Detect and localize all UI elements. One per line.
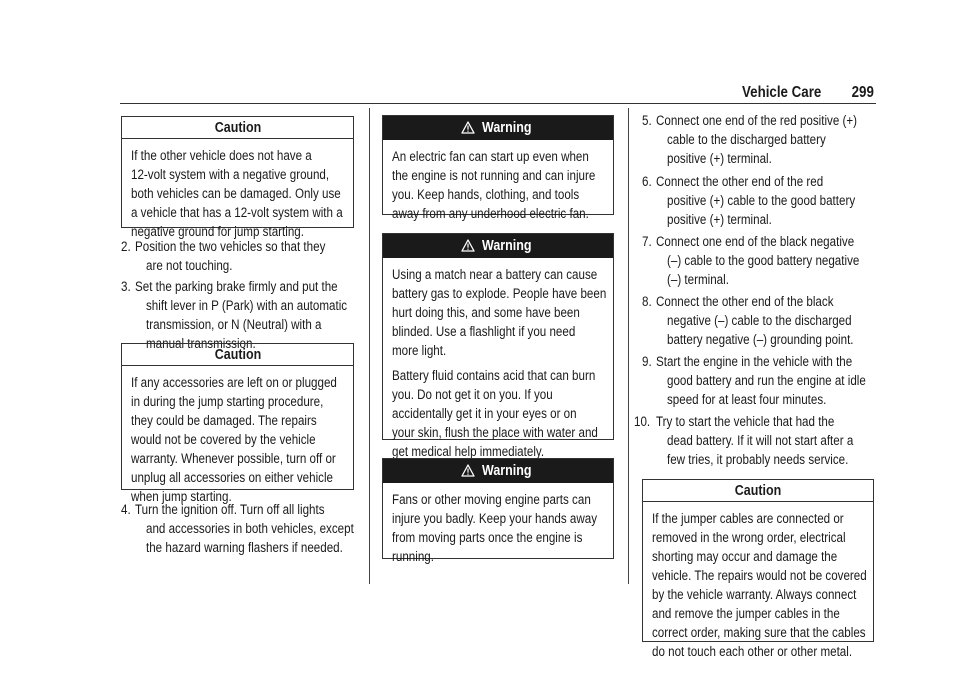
caution-box-vehicle-ground <box>121 116 354 239</box>
warning-triangle-icon <box>461 121 475 134</box>
column-divider-right <box>628 108 629 584</box>
caution-text: If any accessories are left on or plugged in during the jump starting procedure, they could be damaged. The repairs would not be covered by the vehicle warranty. Whenever possible, turn off or unplug all accessories on either vehicle when jump starting. <box>131 375 337 504</box>
caution-text: If the other vehicle does not have a 12-volt system with a negative ground, both vehicles can be damaged. Only use a vehicle that has a 12-volt system with a negative ground for jump starting. <box>131 148 343 239</box>
section-title: Vehicle Care <box>742 84 822 101</box>
warning-triangle-icon <box>461 239 475 252</box>
caution-title: Caution <box>643 480 873 502</box>
header-rule <box>120 103 876 104</box>
warning-box-battery-gas <box>382 233 614 459</box>
warning-box-electric-fan <box>382 115 614 221</box>
warning-text: Using a match near a battery can cause battery gas to explode. People have been hurt doing this, and some have been blinded. Use a flashlight if you need more light. Battery fluid contains acid that can burn you. Do not get it on you. If you accidentally get it in your eyes or on your skin, flush the place with water and get medical help immediately. <box>392 267 607 459</box>
warning-box-moving-parts <box>382 458 614 564</box>
warning-title: Warning <box>383 459 613 483</box>
caution-title: Caution <box>122 344 353 366</box>
warning-title: Warning <box>383 116 613 140</box>
caution-text: If the jumper cables are connected or removed in the wrong order, electrical shorting may occur and damage the vehicle. The repairs would not be covered by the vehicle warranty. Always connect and remove the jumper cables in the correct order, making sure that the cables do not touch each other or other metal. <box>652 511 867 659</box>
caution-box-accessories <box>121 343 354 504</box>
page-header <box>720 84 874 104</box>
warning-title: Warning <box>383 234 613 258</box>
warning-triangle-icon <box>461 464 475 477</box>
caution-box-cable-order <box>642 479 874 659</box>
warning-text: An electric fan can start up even when the engine is not running and can injure you. Keep hands, clothing, and tools away from any underhood electric fan. <box>392 149 596 221</box>
warning-text: Fans or other moving engine parts can injure you badly. Keep your hands away from moving parts once the engine is running. <box>392 492 598 564</box>
caution-title: Caution <box>122 117 353 139</box>
page-number: 299 <box>851 84 874 101</box>
